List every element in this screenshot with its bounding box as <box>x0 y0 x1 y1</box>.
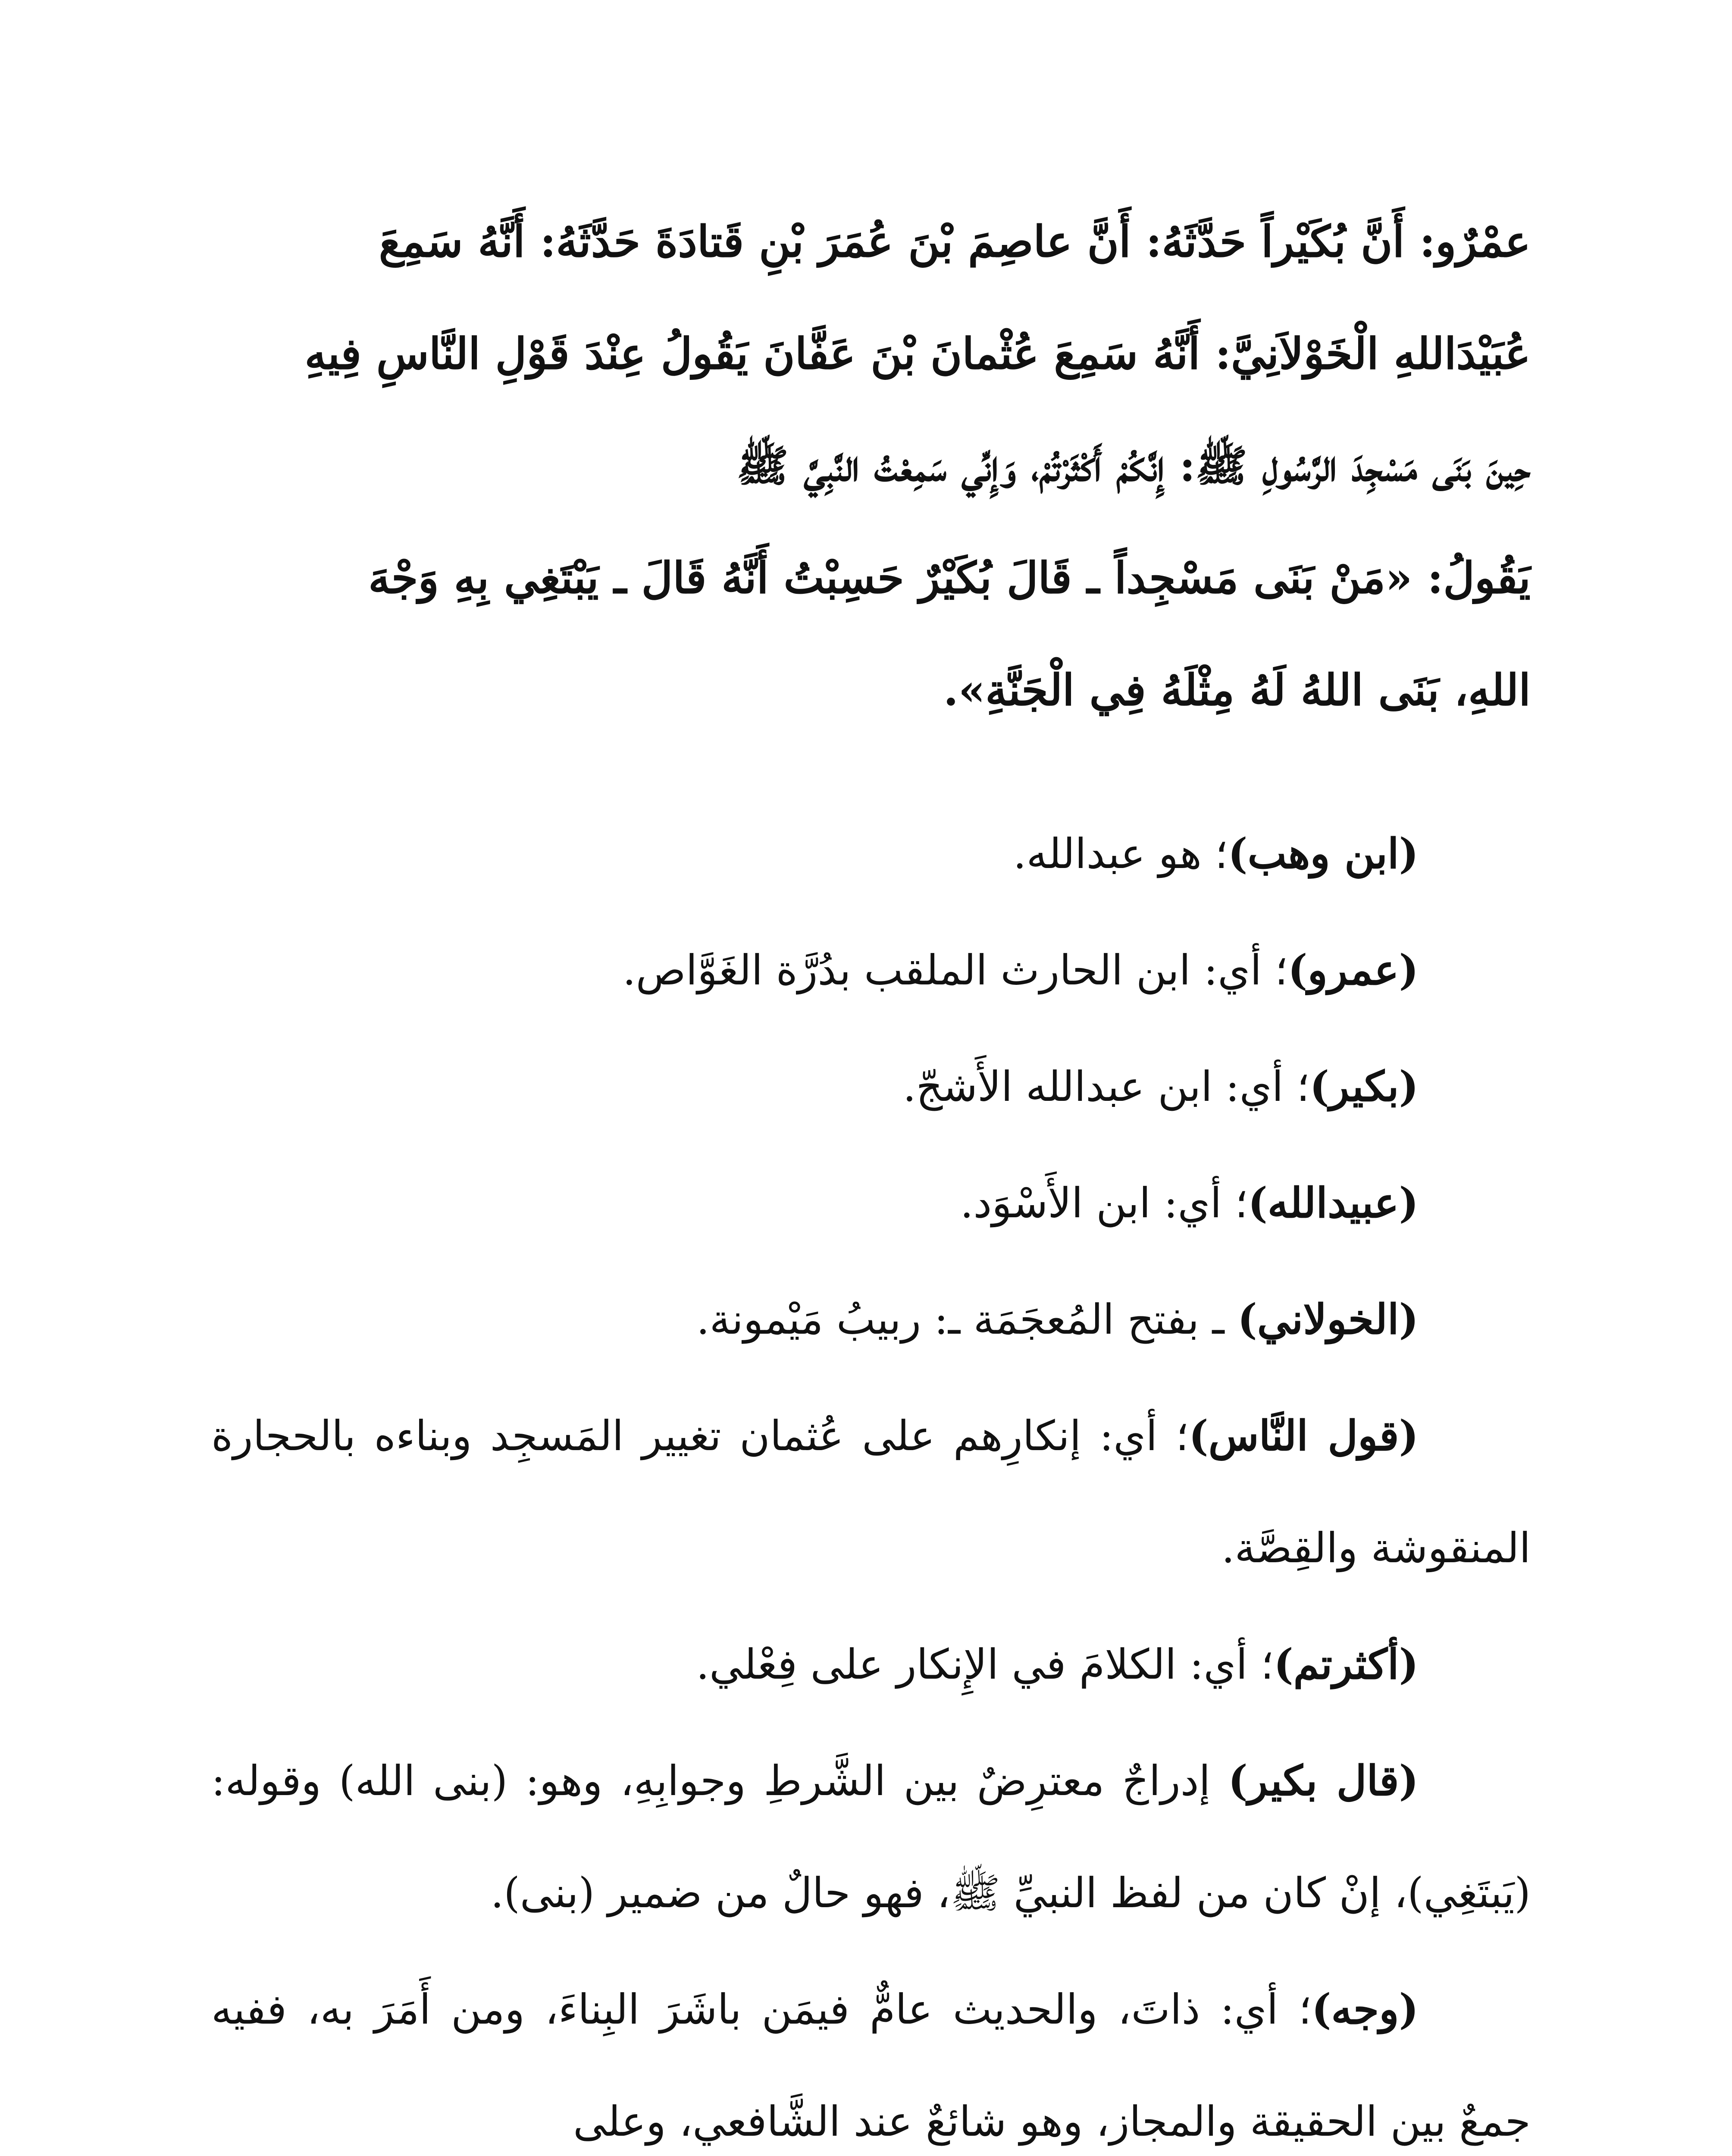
commentary-entry <box>211 1380 1531 1604</box>
entry-text: أي: إنكارِهم على عُثمان تغيير المَسجِد وبناءه بالحجارة المنقوشة والقِصَّة. <box>211 1412 1531 1572</box>
entry-text: هو عبدالله. <box>1013 830 1215 878</box>
commentary-entry <box>211 798 1531 910</box>
commentary-entry <box>211 1953 1531 2156</box>
commentary-entry <box>211 914 1531 1026</box>
commentary-entry <box>211 1263 1531 1376</box>
entry-text: أي: ابن الأَسْوَد. <box>960 1179 1235 1227</box>
entry-term: (الخولاني) <box>1237 1295 1419 1344</box>
commentary-entry <box>211 1031 1531 1143</box>
entry-text: ـ بفتح المُعجَمَة ـ: ربيبُ مَيْمونة. <box>696 1295 1238 1344</box>
entry-text: أي: ابن الحارث الملقب بدُرَّة الغَوَّاص. <box>623 946 1275 994</box>
entry-separator: ؛ <box>1275 946 1288 994</box>
hadith-line: عمْرٌو: أَنَّ بُكَيْراً حَدَّثَهُ: أَنَّ عاصِمَ بْنَ عُمَرَ بْنِ قَتادَةَ حَدَّثَهُ: أَنَّهُ سَمِعَ <box>379 216 1531 267</box>
hadith-text <box>211 185 1531 746</box>
entry-term: (ابن وهب) <box>1228 829 1419 878</box>
commentary-entry <box>211 1725 1531 1949</box>
hadith-line: يَقُولُ: «مَنْ بَنَى مَسْجِداً ـ قَالَ بُكَيْرٌ حَسِبْتُ أَنَّهُ قَالَ ـ يَبْتَغِي بِهِ وَجْهَ <box>368 552 1531 603</box>
entry-text: أي: ابن عبدالله الأَشجّ. <box>903 1062 1297 1111</box>
entry-separator: ؛ <box>1215 830 1228 878</box>
entry-text: أي: الكلامَ في الإِنكار على فِعْلي. <box>696 1640 1261 1689</box>
entry-term: (قال بكير) <box>1228 1756 1419 1805</box>
hadith-line: حِينَ بَنَى مَسْجِدَ الرَّسُولِ ﷺ: إِنَّكُمْ أَكْثَرْتُمْ، وَإِنِّي سَمِعْتُ النَّبِيَّ ﷺ <box>736 440 1531 491</box>
commentary-entry <box>211 1147 1531 1259</box>
entry-term: (أكثرتم) <box>1274 1640 1419 1689</box>
entry-separator: ؛ <box>1298 1985 1312 2034</box>
entry-term: (قول النَّاس) <box>1189 1411 1419 1460</box>
commentary-section <box>211 798 1531 2156</box>
commentary-entry <box>211 1608 1531 1720</box>
entry-term: (عبيدالله) <box>1248 1178 1419 1227</box>
entry-term: (وجه) <box>1311 1985 1419 2034</box>
hadith-line: عُبَيْدَاللهِ الْخَوْلاَنِيَّ: أَنَّهُ سَمِعَ عُثْمانَ بْنَ عَفَّانَ يَقُولُ عِنْدَ قَوْلِ النَّاسِ فِيهِ <box>304 328 1531 379</box>
entry-separator: ؛ <box>1260 1640 1274 1689</box>
entry-separator: ؛ <box>1175 1412 1189 1460</box>
entry-text: أي: ذاتَ، والحديث عامٌّ فيمَن باشَرَ البِناءَ، ومن أَمَرَ به، ففيه جمعٌ بين الحقيقة والمجاز، وهو شائعٌ عند الشَّافعي، وعلى <box>211 1985 1531 2146</box>
entry-term: (بكير) <box>1309 1062 1419 1111</box>
entry-term: (عمرو) <box>1288 946 1419 994</box>
entry-text: إدراجٌ معترِضٌ بين الشَّرطِ وجوابِهِ، وهو: (بنى الله) وقوله: (يَبتَغِي)، إنْ كان من لفظ النبيِّ ﷺ، فهو حالٌ من ضمير (بنى). <box>211 1757 1531 1917</box>
hadith-line: اللهِ، بَنَى اللهُ لَهُ مِثْلَهُ فِي الْجَنَّةِ». <box>943 664 1531 715</box>
entry-separator: ؛ <box>1296 1062 1310 1111</box>
entry-separator: ؛ <box>1234 1179 1248 1227</box>
